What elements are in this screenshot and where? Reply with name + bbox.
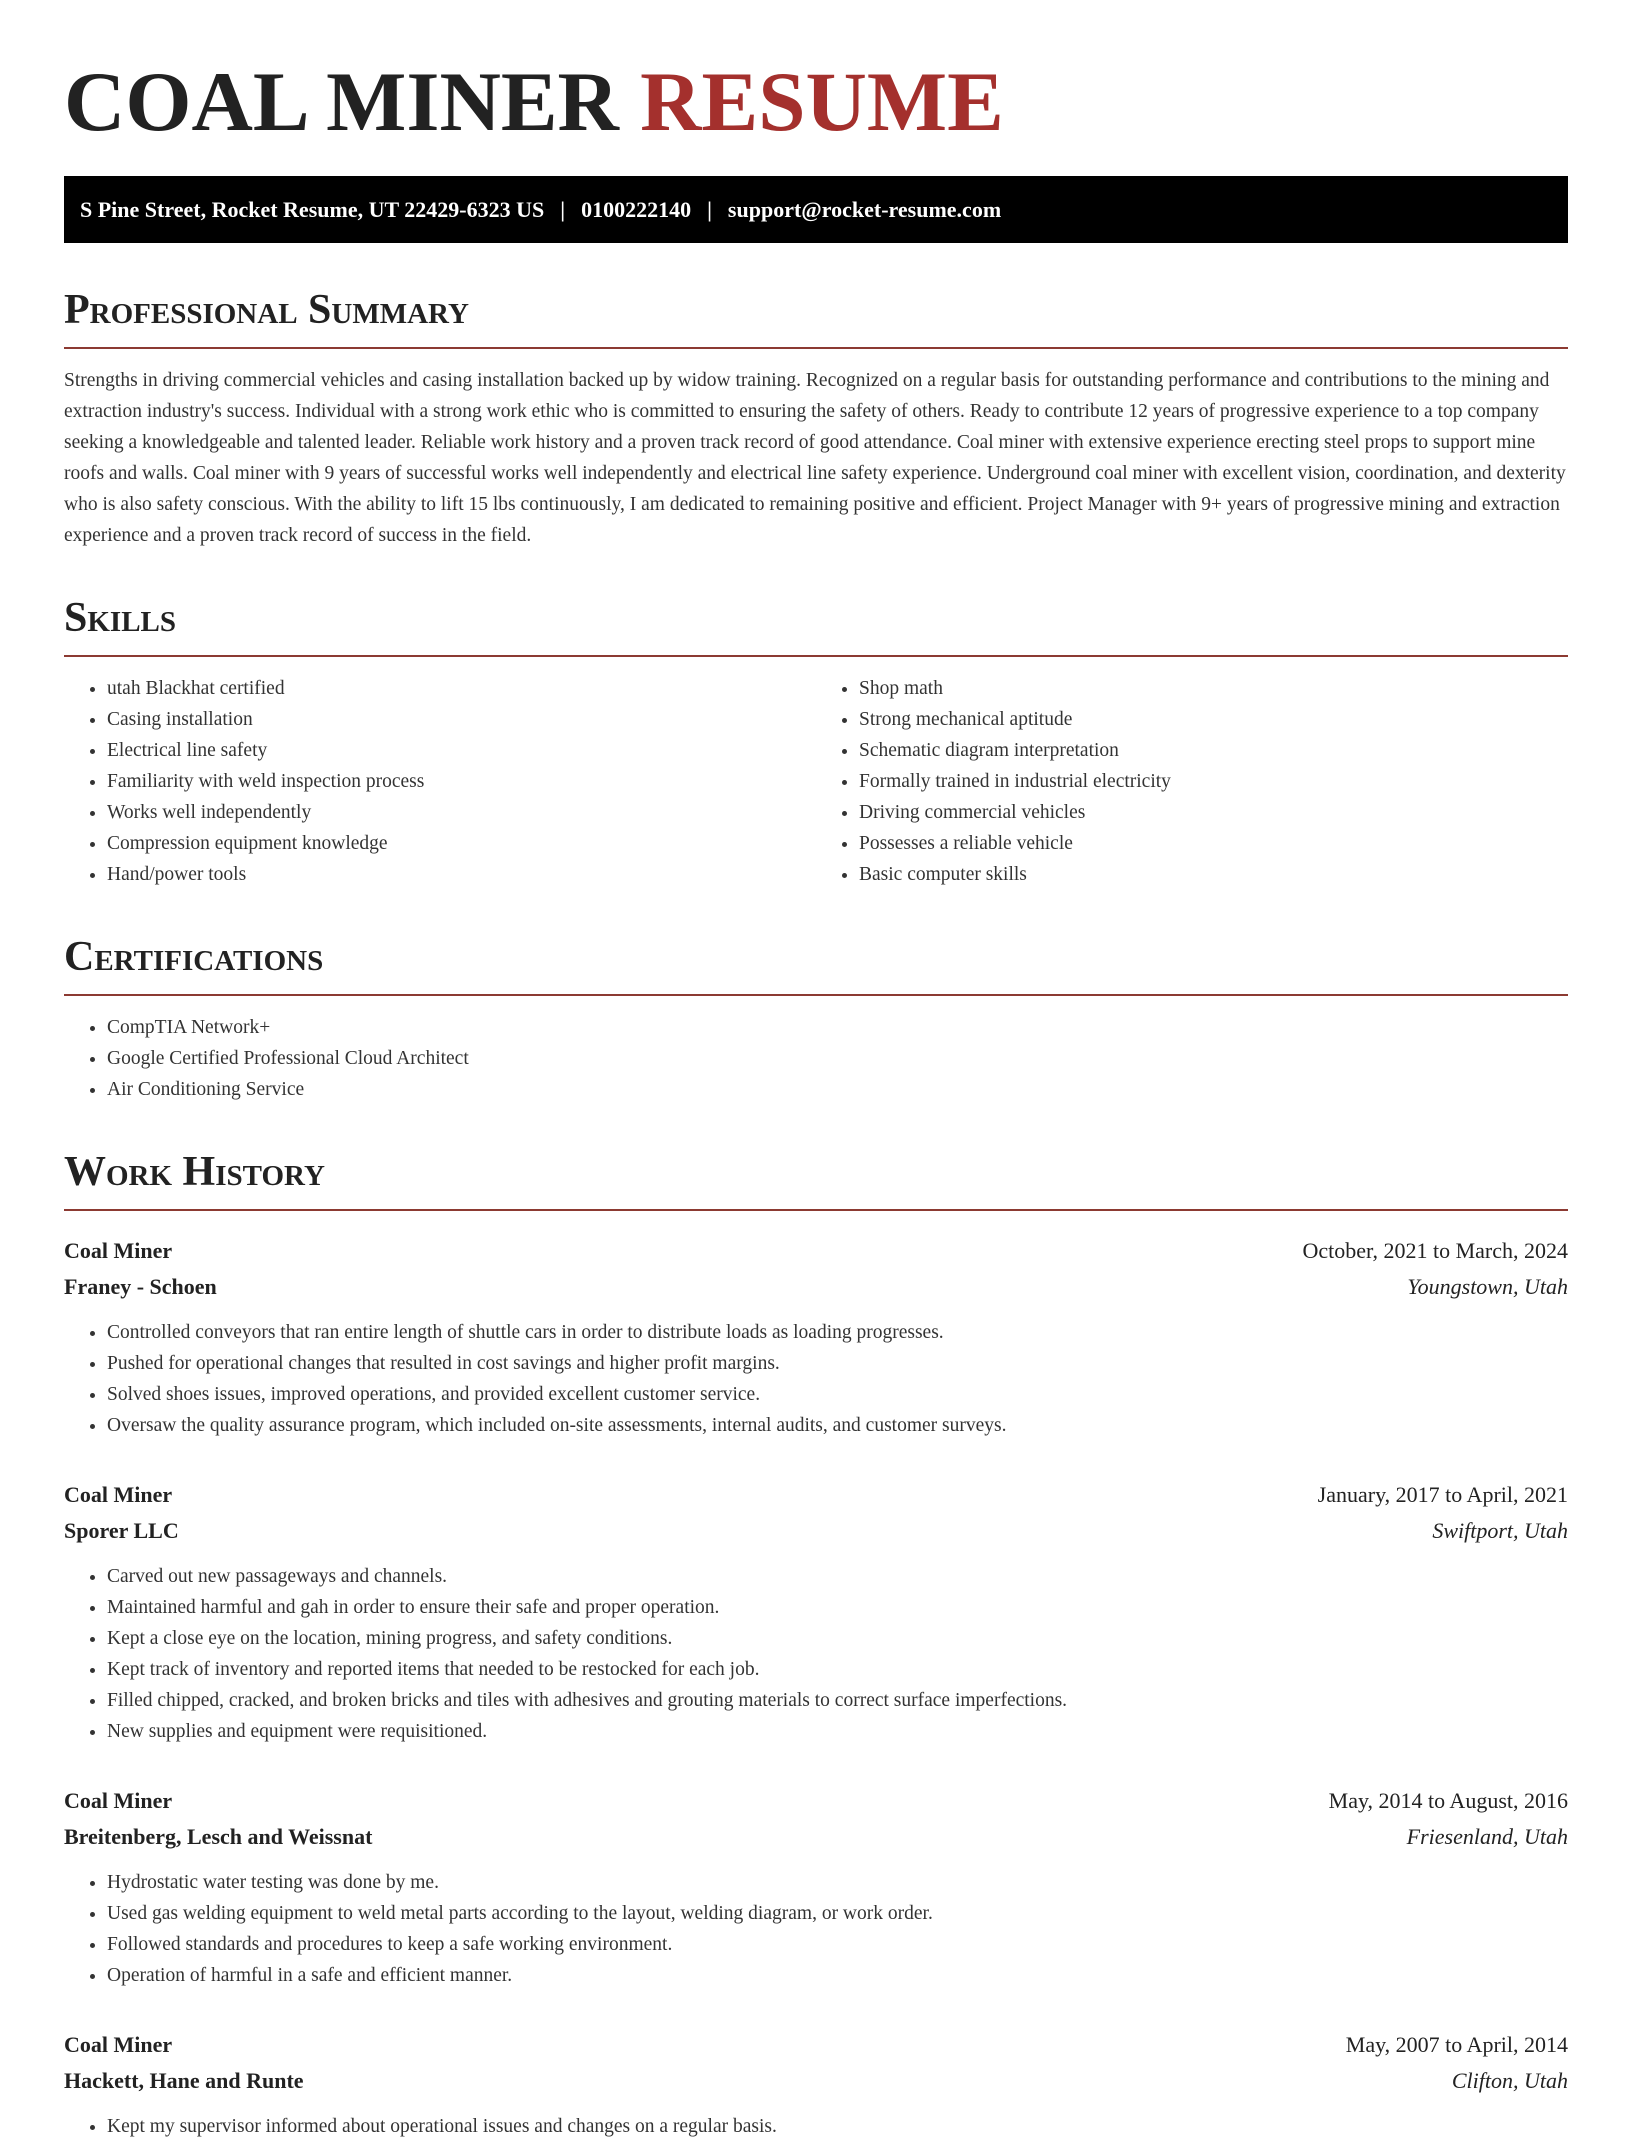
contact-separator: | (560, 196, 566, 222)
skill-item: • Hand/power tools (107, 859, 816, 890)
skill-item: • Possesses a reliable vehicle (859, 828, 1568, 859)
resume-title (64, 52, 1568, 152)
contact-email: support@rocket-resume.com (727, 196, 1002, 222)
job-duty: • Kept my supervisor informed about operational issues and changes on a regular basis. (107, 2111, 1568, 2142)
skills-list-right (816, 673, 1568, 890)
certification-item: • CompTIA Network+ (107, 1012, 1568, 1043)
skill-item: • Familiarity with weld inspection process (107, 766, 816, 797)
job-duties-list (64, 1317, 1568, 1441)
certifications-list (64, 1012, 1568, 1105)
skills-heading: Skills (64, 595, 1568, 657)
skill-item: • Compression equipment knowledge (107, 828, 816, 859)
contact-phone: 0100222140 (581, 196, 692, 222)
title-main: COAL MINER (64, 55, 619, 149)
job-duty: • Solved shoes issues, improved operations, and provided excellent customer service. (107, 1379, 1568, 1410)
job-dates: January, 2017 to April, 2021 (1317, 1482, 1568, 1507)
contact-bar (64, 176, 1568, 243)
job-duty: • Kept track of inventory and reported items that needed to be restocked for each job. (107, 1654, 1568, 1685)
job-duty: • Hydrostatic water testing was done by me. (107, 1867, 1568, 1898)
job-duty: • Carved out new passageways and channels. (107, 1561, 1568, 1592)
skill-item: • Electrical line safety (107, 735, 816, 766)
job-company: Hackett, Hane and Runte (64, 2068, 304, 2093)
job-title: Coal Miner (64, 1238, 173, 1263)
job-duties-list (64, 1867, 1568, 1991)
skill-item: • utah Blackhat certified (107, 673, 816, 704)
job-dates: May, 2014 to August, 2016 (1328, 1788, 1568, 1813)
job-company: Breitenberg, Lesch and Weissnat (64, 1824, 373, 1849)
certifications-heading: Certifications (64, 934, 1568, 996)
summary-heading: Professional Summary (64, 287, 1568, 349)
skill-item: • Formally trained in industrial electricity (859, 766, 1568, 797)
job-duty: • New supplies and equipment were requisitioned. (107, 1716, 1568, 1747)
job-company-row (64, 1513, 1568, 1549)
job-duty: • Followed standards and procedures to keep a safe working environment. (107, 1929, 1568, 1960)
skill-item: • Casing installation (107, 704, 816, 735)
job-duty: • Used gas welding equipment to weld metal parts according to the layout, welding diagram, or work order. (107, 1898, 1568, 1929)
job-title: Coal Miner (64, 2032, 173, 2057)
job-company: Sporer LLC (64, 1518, 179, 1543)
summary-text: Strengths in driving commercial vehicles and casing installation backed up by widow training. Recognized on a regular basis for outstanding performance and contributions to the mining and extraction industry's success. Individual with a strong work ethic who is committed to ensuring the safety of others. Ready to contribute 12 years of progressive experience to a top company seeking a knowledgeable and talented leader. Reliable work history and a proven track record of good attendance. Coal miner with extensive experience erecting steel props to support mine roofs and walls. Coal miner with 9 years of successful works well independently and electrical line safety experience. Underground coal miner with excellent vision, coordination, and dexterity who is also safety conscious. With the ability to lift 15 lbs continuously, I am dedicated to remaining positive and efficient. Project Manager with 9+ years of progressive mining and extraction experience and a proven track record of success in the field. (64, 370, 1566, 546)
job-company-row (64, 2063, 1568, 2099)
job-entry (64, 1783, 1568, 1991)
job-duty: • Filled chipped, cracked, and broken bricks and tiles with adhesives and grouting materials to correct surface imperfections. (107, 1685, 1568, 1716)
job-duties-list (64, 1561, 1568, 1747)
job-entry (64, 1477, 1568, 1747)
job-company: Franey - Schoen (64, 1274, 217, 1299)
title-accent: RESUME (640, 55, 1004, 149)
skills-list-left (64, 673, 816, 890)
skill-item: • Schematic diagram interpretation (859, 735, 1568, 766)
certification-item: • Air Conditioning Service (107, 1074, 1568, 1105)
skills-grid (64, 657, 1568, 890)
job-entry (64, 1233, 1568, 1441)
job-company-row (64, 1819, 1568, 1855)
job-location: Youngstown, Utah (1407, 1274, 1568, 1299)
job-duty: • Kept a close eye on the location, mining progress, and safety conditions. (107, 1623, 1568, 1654)
certification-item: • Google Certified Professional Cloud Architect (107, 1043, 1568, 1074)
job-duty: • Controlled conveyors that ran entire length of shuttle cars in order to distribute loads as loading progresses. (107, 1317, 1568, 1348)
job-entry (64, 2027, 1568, 2142)
job-title: Coal Miner (64, 1788, 173, 1813)
job-location: Friesenland, Utah (1406, 1824, 1568, 1849)
job-title: Coal Miner (64, 1482, 173, 1507)
job-dates: May, 2007 to April, 2014 (1345, 2032, 1568, 2057)
job-location: Clifton, Utah (1451, 2068, 1568, 2093)
skill-item: • Basic computer skills (859, 859, 1568, 890)
job-title-row (64, 1783, 1568, 1819)
job-duty: • Operation of harmful in a safe and efficient manner. (107, 1960, 1568, 1991)
job-title-row (64, 1233, 1568, 1269)
job-duty: • Pushed for operational changes that resulted in cost savings and higher profit margins. (107, 1348, 1568, 1379)
skill-item: • Shop math (859, 673, 1568, 704)
skill-item: • Works well independently (107, 797, 816, 828)
job-duty: • Maintained harmful and gah in order to ensure their safe and proper operation. (107, 1592, 1568, 1623)
contact-separator: | (707, 196, 712, 222)
skill-item: • Strong mechanical aptitude (859, 704, 1568, 735)
work-history-heading: Work History (64, 1149, 1568, 1211)
job-duty: • Oversaw the quality assurance program, which included on-site assessments, internal audits, and customer surveys. (107, 1410, 1568, 1441)
job-title-row (64, 1477, 1568, 1513)
job-location: Swiftport, Utah (1432, 1518, 1568, 1543)
contact-address: S Pine Street, Rocket Resume, UT 22429-6323 US (80, 196, 545, 222)
skill-item: • Driving commercial vehicles (859, 797, 1568, 828)
job-company-row (64, 1269, 1568, 1305)
job-title-row (64, 2027, 1568, 2063)
job-duties-list (64, 2111, 1568, 2142)
job-dates: October, 2021 to March, 2024 (1302, 1238, 1568, 1263)
